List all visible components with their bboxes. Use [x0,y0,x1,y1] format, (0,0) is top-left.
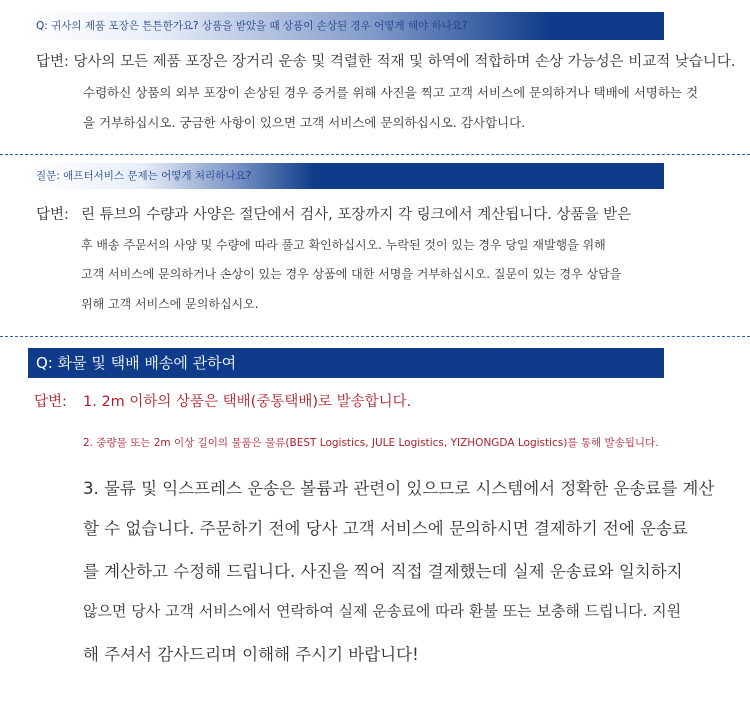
answer-packaging-line-2: 수령하신 상품의 외부 포장이 손상된 경우 증거를 위해 사진을 찍고 고객 서비스에 문의하거나 택배에 서명하는 것 [83,85,699,100]
answer-label: 답변: [34,394,67,410]
question-banner-packaging: Q: 귀사의 제품 포장은 튼튼한가요? 상품을 받았을 때 상품이 손상된 경우 어떻게 해야 하나요? [28,12,664,40]
answer-label: 답변: [36,207,69,223]
shipping-item-3-line-4: 않으면 당사 고객 서비스에서 연락하여 실제 운송료에 따라 환불 또는 보충해 드립니다. 지원 [83,602,682,620]
answer-service-line-4: 위해 고객 서비스에 문의하십시오. [81,297,259,311]
answer-service-line-1: 린 튜브의 수량과 사양은 절단에서 검사, 포장까지 각 링크에서 계산됩니다. 상품을 받은 [81,207,632,223]
shipping-item-1: 1. 2m 이하의 상품은 택배(중통택배)로 발송합니다. [83,394,412,410]
shipping-item-3-line-2: 할 수 없습니다. 주문하기 전에 당사 고객 서비스에 문의하시면 결제하기 전에 운송료 [83,519,688,538]
shipping-item-3-line-3: 를 계산하고 수정해 드립니다. 사진을 찍어 직접 결제했는데 실제 운송료와 일치하지 [83,562,683,581]
answer-service-line-2: 후 배송 주문서의 사양 및 수량에 따라 풀고 확인하십시오. 누락된 것이 있는 경우 당일 재발행을 위해 [81,238,606,252]
shipping-item-2: 2. 중량물 또는 2m 이상 길이의 물품은 물류(BEST Logistics, JULE Logistics, YIZHONGDA Logistics)를 통해 발송됩니다. [83,437,659,449]
question-banner-shipping: Q: 화물 및 택배 배송에 관하여 [28,348,664,378]
answer-packaging-line-1: 답변: 당사의 모든 제품 포장은 장거리 운송 및 격렬한 적재 및 하역에 적합하며 손상 가능성은 비교적 낮습니다. [36,54,736,70]
question-banner-after-service: 질문: 애프터서비스 문제는 어떻게 처리하나요? [28,163,664,189]
answer-service-line-3: 고객 서비스에 문의하거나 손상이 있는 경우 상품에 대한 서명을 거부하십시오. 질문이 있는 경우 상담을 [81,267,622,281]
section-divider [0,336,750,337]
shipping-item-3-line-5: 해 주셔서 감사드리며 이해해 주시기 바랍니다! [83,645,419,664]
shipping-item-3-line-1: 3. 물류 및 익스프레스 운송은 볼륨과 관련이 있으므로 시스템에서 정확한 운송료를 계산 [83,479,715,498]
section-divider [0,154,750,155]
answer-packaging-line-3: 을 거부하십시오. 궁금한 사항이 있으면 고객 서비스에 문의하십시오. 감사합니다. [83,115,526,130]
